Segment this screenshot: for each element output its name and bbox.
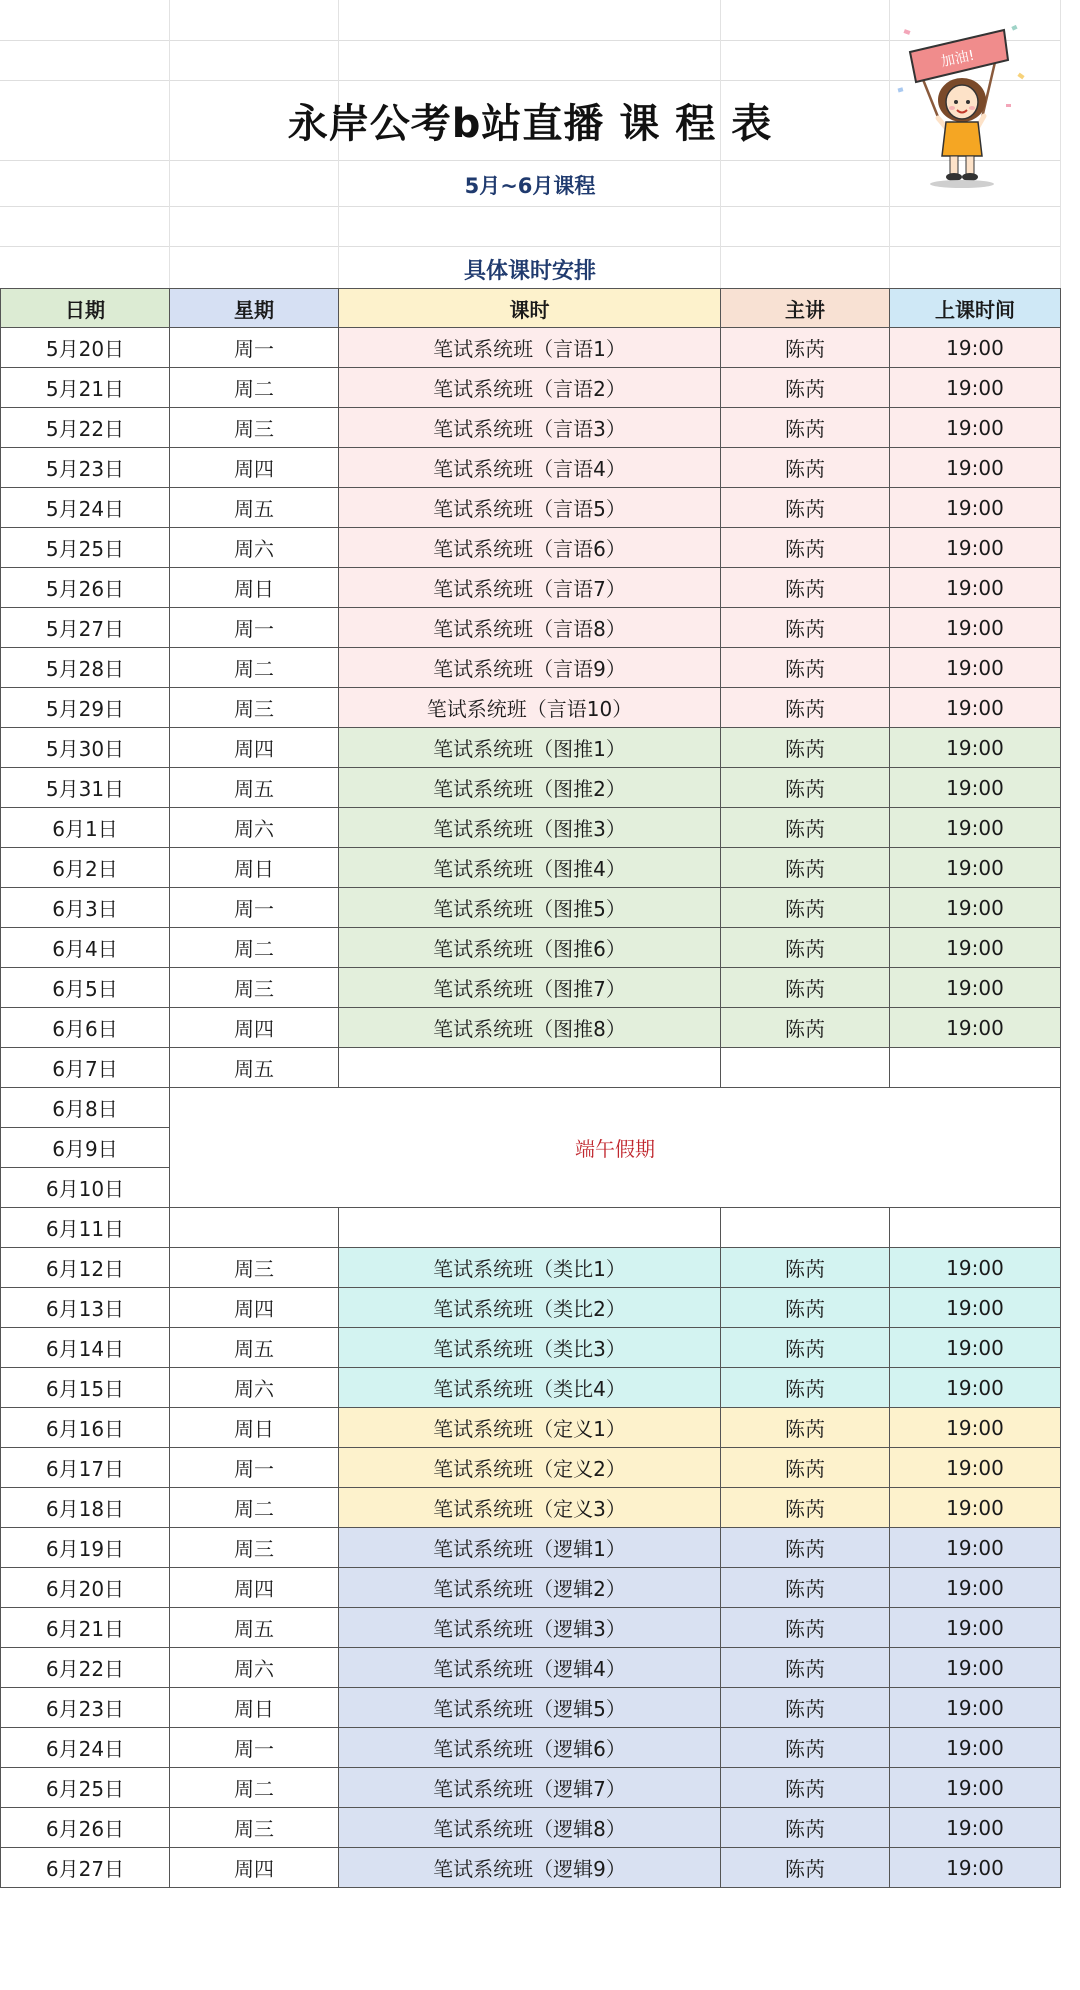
table-row: [1, 1208, 1061, 1248]
table-row: [1, 1488, 1061, 1528]
cell-date: 6月3日: [1, 888, 170, 928]
cell-weekday: 周一: [170, 328, 339, 368]
cell-time: [890, 1048, 1061, 1088]
cell-weekday: 周日: [170, 848, 339, 888]
cell-lesson: 笔试系统班（类比3）: [339, 1328, 721, 1368]
cell-lesson: 笔试系统班（图推6）: [339, 928, 721, 968]
cell-teacher: 陈芮: [721, 608, 890, 648]
cell-lesson: 笔试系统班（逻辑7）: [339, 1768, 721, 1808]
cell-teacher: 陈芮: [721, 968, 890, 1008]
cell-date: 6月2日: [1, 848, 170, 888]
cell-lesson: 笔试系统班（类比1）: [339, 1248, 721, 1288]
table-row: [1, 1448, 1061, 1488]
cell-teacher: 陈芮: [721, 1448, 890, 1488]
cell-lesson: 笔试系统班（逻辑8）: [339, 1808, 721, 1848]
table-row: [1, 408, 1061, 448]
table-row: [1, 448, 1061, 488]
cell-lesson: 笔试系统班（言语4）: [339, 448, 721, 488]
cell-weekday: 周四: [170, 1288, 339, 1328]
cell-weekday: 周五: [170, 1048, 339, 1088]
cell-time: 19:00: [890, 1808, 1061, 1848]
cell-date: 6月15日: [1, 1368, 170, 1408]
cell-lesson: 笔试系统班（言语6）: [339, 528, 721, 568]
cell-time: 19:00: [890, 968, 1061, 1008]
cell-teacher: 陈芮: [721, 1528, 890, 1568]
table-row: [1, 488, 1061, 528]
cell-date: 6月11日: [1, 1208, 170, 1248]
cell-teacher: 陈芮: [721, 1688, 890, 1728]
gridline: [0, 246, 1060, 247]
cell-lesson: 笔试系统班（图推5）: [339, 888, 721, 928]
cell-date: 6月6日: [1, 1008, 170, 1048]
cell-lesson: 笔试系统班（言语2）: [339, 368, 721, 408]
cell-time: 19:00: [890, 808, 1061, 848]
table-row: [1, 1008, 1061, 1048]
cell-time: 19:00: [890, 408, 1061, 448]
cell-weekday: 周二: [170, 648, 339, 688]
table-row: [1, 1408, 1061, 1448]
cell-lesson: 笔试系统班（言语3）: [339, 408, 721, 448]
cell-date: 6月7日: [1, 1048, 170, 1088]
cell-time: 19:00: [890, 768, 1061, 808]
table-row: [1, 1528, 1061, 1568]
cell-teacher: 陈芮: [721, 1408, 890, 1448]
cell-date: 6月17日: [1, 1448, 170, 1488]
table-row: [1, 768, 1061, 808]
cell-weekday: 周五: [170, 1328, 339, 1368]
cell-teacher: [721, 1208, 890, 1248]
cell-teacher: 陈芮: [721, 1488, 890, 1528]
table-row: [1, 1768, 1061, 1808]
cell-date: 5月22日: [1, 408, 170, 448]
table-row: [1, 528, 1061, 568]
cell-weekday: 周三: [170, 688, 339, 728]
cell-time: 19:00: [890, 528, 1061, 568]
header-teacher: 主讲: [721, 289, 890, 328]
cell-lesson: 笔试系统班（言语1）: [339, 328, 721, 368]
cell-date: 5月31日: [1, 768, 170, 808]
cell-weekday: 周三: [170, 968, 339, 1008]
cell-teacher: 陈芮: [721, 1648, 890, 1688]
cell-teacher: 陈芮: [721, 568, 890, 608]
cell-time: 19:00: [890, 1008, 1061, 1048]
table-row: [1, 1608, 1061, 1648]
cell-weekday: 周六: [170, 808, 339, 848]
cell-date: 6月14日: [1, 1328, 170, 1368]
cell-date: 6月4日: [1, 928, 170, 968]
cell-time: 19:00: [890, 488, 1061, 528]
cell-date: 6月19日: [1, 1528, 170, 1568]
cell-lesson: 笔试系统班（逻辑4）: [339, 1648, 721, 1688]
cell-date: 6月26日: [1, 1808, 170, 1848]
cell-teacher: 陈芮: [721, 1328, 890, 1368]
cell-lesson: 笔试系统班（言语10）: [339, 688, 721, 728]
cell-lesson: 笔试系统班（逻辑3）: [339, 1608, 721, 1648]
cell-teacher: 陈芮: [721, 368, 890, 408]
table-row: [1, 1568, 1061, 1608]
cell-time: 19:00: [890, 1608, 1061, 1648]
cell-weekday: 周六: [170, 1368, 339, 1408]
cell-time: 19:00: [890, 448, 1061, 488]
cell-lesson: [339, 1208, 721, 1248]
header-time: 上课时间: [890, 289, 1061, 328]
table-row: [1, 1048, 1061, 1088]
cell-date: 6月9日: [1, 1128, 170, 1168]
cell-weekday: 周日: [170, 1688, 339, 1728]
cell-date: 5月25日: [1, 528, 170, 568]
cell-lesson: 笔试系统班（图推4）: [339, 848, 721, 888]
cell-weekday: 周二: [170, 368, 339, 408]
table-row: [1, 1368, 1061, 1408]
cell-time: 19:00: [890, 1528, 1061, 1568]
cell-lesson: 笔试系统班（逻辑1）: [339, 1528, 721, 1568]
table-row: [1, 1848, 1061, 1888]
cell-weekday: 周二: [170, 1488, 339, 1528]
cell-date: 6月23日: [1, 1688, 170, 1728]
cell-time: 19:00: [890, 1448, 1061, 1488]
cell-weekday: 周一: [170, 1728, 339, 1768]
cell-lesson: 笔试系统班（图推8）: [339, 1008, 721, 1048]
cell-weekday: 周四: [170, 728, 339, 768]
cell-teacher: 陈芮: [721, 528, 890, 568]
cell-weekday: 周一: [170, 888, 339, 928]
cell-lesson: 笔试系统班（定义2）: [339, 1448, 721, 1488]
cell-lesson: 笔试系统班（类比4）: [339, 1368, 721, 1408]
cell-date: 5月23日: [1, 448, 170, 488]
table-row: [1, 648, 1061, 688]
cell-teacher: 陈芮: [721, 1848, 890, 1888]
cell-teacher: 陈芮: [721, 1808, 890, 1848]
cell-time: 19:00: [890, 1408, 1061, 1448]
cell-date: 6月24日: [1, 1728, 170, 1768]
cell-weekday: 周三: [170, 1528, 339, 1568]
cell-date: 6月20日: [1, 1568, 170, 1608]
cell-date: 5月27日: [1, 608, 170, 648]
cell-weekday: 周六: [170, 528, 339, 568]
cell-teacher: 陈芮: [721, 1768, 890, 1808]
cell-weekday: 周二: [170, 1768, 339, 1808]
cell-weekday: 周二: [170, 928, 339, 968]
cell-date: 6月13日: [1, 1288, 170, 1328]
cell-lesson: 笔试系统班（图推7）: [339, 968, 721, 1008]
cell-weekday: 周三: [170, 1248, 339, 1288]
section-title: 具体课时安排: [463, 259, 596, 284]
table-row: [1, 1728, 1061, 1768]
cell-lesson: 笔试系统班（图推3）: [339, 808, 721, 848]
cell-time: 19:00: [890, 1368, 1061, 1408]
cell-date: 6月18日: [1, 1488, 170, 1528]
table-row: [1, 568, 1061, 608]
cell-weekday: 周五: [170, 488, 339, 528]
cell-time: 19:00: [890, 928, 1061, 968]
cell-time: 19:00: [890, 1728, 1061, 1768]
cell-teacher: [721, 1048, 890, 1088]
cell-teacher: 陈芮: [721, 1568, 890, 1608]
cell-lesson: 笔试系统班（言语9）: [339, 648, 721, 688]
cell-teacher: 陈芮: [721, 1728, 890, 1768]
cell-date: 5月20日: [1, 328, 170, 368]
cell-time: 19:00: [890, 1648, 1061, 1688]
cell-lesson: 笔试系统班（逻辑2）: [339, 1568, 721, 1608]
cell-time: 19:00: [890, 1848, 1061, 1888]
cell-date: 6月21日: [1, 1608, 170, 1648]
cell-date: 5月24日: [1, 488, 170, 528]
cell-date: 6月12日: [1, 1248, 170, 1288]
cell-teacher: 陈芮: [721, 728, 890, 768]
cell-teacher: 陈芮: [721, 848, 890, 888]
cell-weekday: 周五: [170, 768, 339, 808]
cell-teacher: 陈芮: [721, 328, 890, 368]
cell-date: 5月30日: [1, 728, 170, 768]
cell-teacher: 陈芮: [721, 1248, 890, 1288]
cell-weekday: 周四: [170, 1568, 339, 1608]
cell-lesson: 笔试系统班（定义1）: [339, 1408, 721, 1448]
header-weekday: 星期: [170, 289, 339, 328]
cell-weekday: 周四: [170, 1008, 339, 1048]
cell-teacher: 陈芮: [721, 1288, 890, 1328]
cell-teacher: 陈芮: [721, 1368, 890, 1408]
cell-lesson: 笔试系统班（言语5）: [339, 488, 721, 528]
cell-time: 19:00: [890, 1568, 1061, 1608]
cell-time: 19:00: [890, 1768, 1061, 1808]
gridline: [1060, 0, 1061, 290]
table-row: [1, 1808, 1061, 1848]
table-row: [1, 848, 1061, 888]
cell-lesson: 笔试系统班（逻辑9）: [339, 1848, 721, 1888]
cell-time: 19:00: [890, 848, 1061, 888]
cell-time: 19:00: [890, 648, 1061, 688]
cell-weekday: 周三: [170, 1808, 339, 1848]
cell-date: 6月5日: [1, 968, 170, 1008]
cell-time: 19:00: [890, 1328, 1061, 1368]
header-lesson: 课时: [339, 289, 721, 328]
cell-time: 19:00: [890, 888, 1061, 928]
cell-date: 6月1日: [1, 808, 170, 848]
table-row: [1, 1088, 1061, 1128]
cell-time: 19:00: [890, 568, 1061, 608]
cell-weekday: 周日: [170, 1408, 339, 1448]
cell-date: 5月21日: [1, 368, 170, 408]
table-row: [1, 728, 1061, 768]
cell-weekday: 周六: [170, 1648, 339, 1688]
cell-lesson: 笔试系统班（言语8）: [339, 608, 721, 648]
cell-teacher: 陈芮: [721, 408, 890, 448]
cell-time: [890, 1208, 1061, 1248]
table-row: [1, 928, 1061, 968]
cell-lesson: 笔试系统班（类比2）: [339, 1288, 721, 1328]
cell-time: 19:00: [890, 328, 1061, 368]
cell-teacher: 陈芮: [721, 888, 890, 928]
table-row: [1, 1248, 1061, 1288]
schedule-table: [0, 288, 1061, 1888]
cell-time: 19:00: [890, 608, 1061, 648]
cell-lesson: 笔试系统班（逻辑5）: [339, 1688, 721, 1728]
table-header-row: [1, 289, 1061, 328]
table-row: [1, 688, 1061, 728]
cell-date: 5月26日: [1, 568, 170, 608]
cell-teacher: 陈芮: [721, 448, 890, 488]
cell-time: 19:00: [890, 1248, 1061, 1288]
cell-date: 6月22日: [1, 1648, 170, 1688]
holiday-cell: 端午假期: [170, 1088, 1061, 1208]
cell-time: 19:00: [890, 1288, 1061, 1328]
table-row: [1, 1288, 1061, 1328]
table-row: [1, 1328, 1061, 1368]
cell-weekday: 周一: [170, 1448, 339, 1488]
gridline: [0, 206, 1060, 207]
table-row: [1, 608, 1061, 648]
cell-time: 19:00: [890, 728, 1061, 768]
cell-weekday: 周三: [170, 408, 339, 448]
table-row: [1, 1648, 1061, 1688]
cell-weekday: 周日: [170, 568, 339, 608]
cell-teacher: 陈芮: [721, 488, 890, 528]
cell-lesson: 笔试系统班（图推2）: [339, 768, 721, 808]
cell-lesson: [339, 1048, 721, 1088]
cell-lesson: 笔试系统班（逻辑6）: [339, 1728, 721, 1768]
table-row: [1, 368, 1061, 408]
cell-date: 6月27日: [1, 1848, 170, 1888]
cell-lesson: 笔试系统班（言语7）: [339, 568, 721, 608]
cell-date: 6月16日: [1, 1408, 170, 1448]
cell-teacher: 陈芮: [721, 688, 890, 728]
cell-date: 6月8日: [1, 1088, 170, 1128]
banner-text: 加油!: [939, 47, 976, 71]
cell-weekday: 周五: [170, 1608, 339, 1648]
table-row: [1, 1688, 1061, 1728]
cell-date: 5月28日: [1, 648, 170, 688]
cell-weekday: 周四: [170, 448, 339, 488]
table-row: [1, 808, 1061, 848]
page-subtitle: 5月~6月课程: [464, 174, 596, 198]
cell-date: 5月29日: [1, 688, 170, 728]
table-row: [1, 888, 1061, 928]
cell-time: 19:00: [890, 1688, 1061, 1728]
cell-teacher: 陈芮: [721, 808, 890, 848]
cell-lesson: 笔试系统班（图推1）: [339, 728, 721, 768]
table-row: [1, 968, 1061, 1008]
cell-time: 19:00: [890, 688, 1061, 728]
cell-teacher: 陈芮: [721, 768, 890, 808]
cell-teacher: 陈芮: [721, 928, 890, 968]
cell-date: 6月10日: [1, 1168, 170, 1208]
header-date: 日期: [1, 289, 170, 328]
cell-teacher: 陈芮: [721, 1608, 890, 1648]
cell-teacher: 陈芮: [721, 648, 890, 688]
page-title: 永岸公考b站直播 课 程 表: [287, 101, 773, 147]
cell-date: 6月25日: [1, 1768, 170, 1808]
cheering-girl-illustration: [894, 18, 1030, 190]
cell-weekday: 周四: [170, 1848, 339, 1888]
cell-lesson: 笔试系统班（定义3）: [339, 1488, 721, 1528]
cell-weekday: 周一: [170, 608, 339, 648]
table-row: [1, 328, 1061, 368]
cell-weekday: [170, 1208, 339, 1248]
cell-time: 19:00: [890, 1488, 1061, 1528]
cell-time: 19:00: [890, 368, 1061, 408]
cell-teacher: 陈芮: [721, 1008, 890, 1048]
schedule-body: [1, 328, 1061, 1888]
